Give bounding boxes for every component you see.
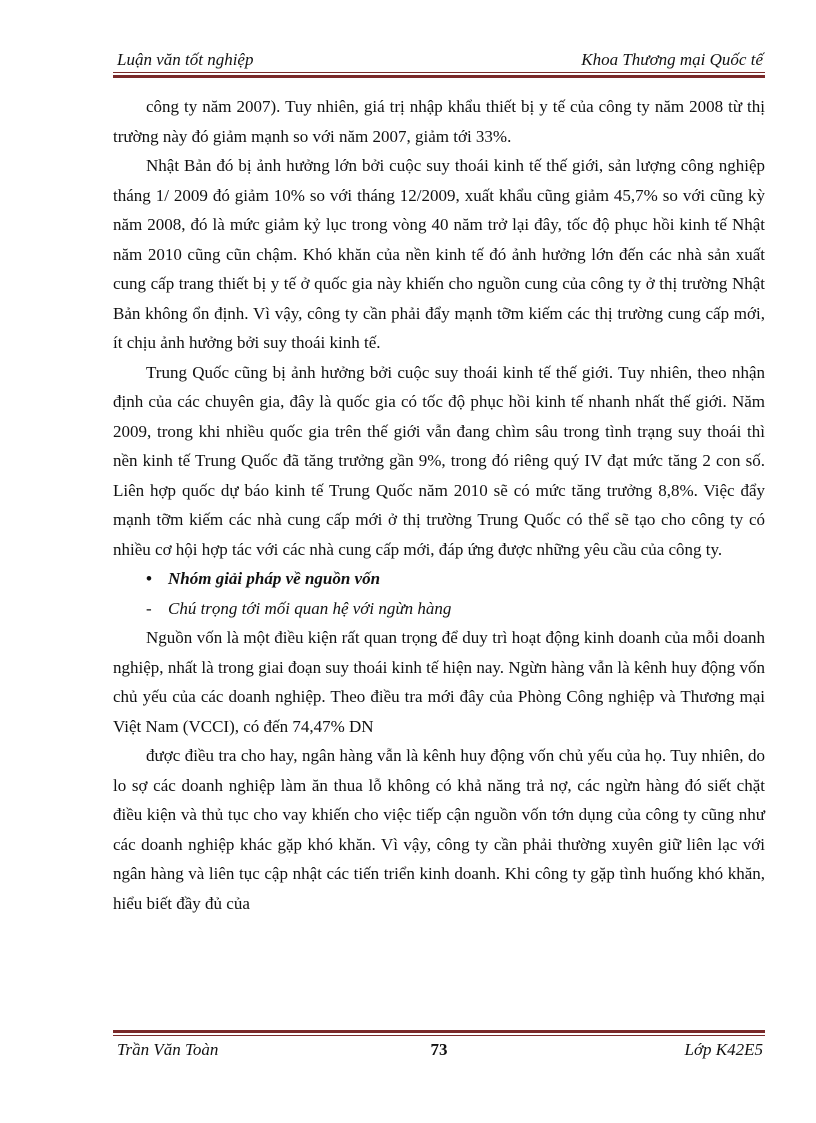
document-body — [113, 92, 765, 918]
paragraph: Nhật Bản đó bị ảnh hưởng lớn bởi cuộc suy thoái kinh tế thế giới, sản lượng công nghiệp tháng 1/ 2009 đó giảm 10% so với tháng 12/2009, xuất khẩu cũng giảm 45,7% so với cũng kỳ năm 2008, đó là mức giảm kỷ lục trong vòng 40 năm trở lại đây, tốc độ phục hồi kinh tế Nhật năm 2010 cũng cũn chậm. Khó khăn của nền kinh tế đó ảnh hưởng lớn đến các nhà sản xuất cung cấp trang thiết bị y tế ở quốc gia này khiến cho nguồn cung của công ty ở thị trường Nhật Bản không ổn định. Vì vậy, công ty cần phải đẩy mạnh tỡm kiếm các thị trường cung cấp mới, ít chịu ảnh hưởng bởi suy thoái kinh tế. — [113, 156, 765, 352]
footer-rule-thin — [113, 1035, 765, 1036]
header-rule-thick — [113, 75, 765, 78]
page-number: 73 — [430, 1040, 448, 1059]
paragraph: Nguồn vốn là một điều kiện rất quan trọng để duy trì hoạt động kinh doanh của mỗi doanh nghiệp, nhất là trong giai đoạn suy thoái kinh tế hiện nay. Ngừn hàng vẫn là kênh huy động vốn chủ yếu của các doanh nghiệp. Theo điều tra mới đây của Phòng Công nghiệp và Thương mại Việt Nam (VCCI), có đến 74,47% DN — [113, 628, 765, 736]
section-heading: Nhóm giải pháp về nguồn vốn — [168, 569, 381, 588]
section-bullet — [113, 564, 765, 594]
paragraph: công ty năm 2007). Tuy nhiên, giá trị nhập khẩu thiết bị y tế của công ty năm 2008 từ thị trường này đó giảm mạnh so với năm 2007, giảm tới 33%. — [113, 97, 765, 146]
page-footer — [113, 1040, 765, 1064]
footer-class: Lớp K42E5 — [684, 1040, 763, 1059]
header-thesis-label: Luận văn tốt nghiệp — [117, 50, 254, 69]
bullet-icon: • — [146, 569, 152, 588]
page-header — [113, 46, 765, 74]
dash-icon: - — [146, 598, 152, 618]
paragraph: được điều tra cho hay, ngân hàng vẫn là kênh huy động vốn chủ yếu của họ. Tuy nhiên, do lo sợ các doanh nghiệp làm ăn thua lỗ không có khả năng trả nợ, các ngừn hàng đó siết chặt điều kiện và thủ tục cho vay khiến cho việc tiếp cận nguồn vốn tớn dụng của công ty cũng như các doanh nghiệp khác gặp khó khăn. Vì vậy, công ty cần phải thường xuyên giữ liên lạc với ngân hàng và liên tục cập nhật các tiến triển kinh doanh. Khi công ty gặp tình huống khó khăn, hiểu biết đầy đủ của — [113, 746, 765, 913]
paragraph: Trung Quốc cũng bị ảnh hưởng bởi cuộc suy thoái kinh tế thế giới. Tuy nhiên, theo nhận định của các chuyên gia, đây là quốc gia có tốc độ phục hồi kinh tế nhanh nhất thế giới. Năm 2009, trong khi nhiều quốc gia trên thế giới vẫn đang chìm sâu trong tình trạng suy thoái thì nền kinh tế Trung Quốc đã tăng trưởng gần 9%, trong đó riêng quý IV đạt mức tăng 2 con số. Liên hợp quốc dự báo kinh tế Trung Quốc năm 2010 sẽ có mức tăng trưởng 8,8%. Việc đẩy mạnh tỡm kiếm các nhà cung cấp mới ở thị trường Trung Quốc có thể sẽ tạo cho công ty có nhiều cơ hội hợp tác với các nhà cung cấp mới, đáp ứng được những yêu cầu của công ty. — [113, 362, 765, 559]
header-faculty-label: Khoa Thương mại Quốc tế — [581, 50, 763, 69]
header-rule-thin — [113, 72, 765, 73]
footer-rule-thick — [113, 1030, 765, 1033]
subsection-item — [113, 594, 765, 624]
footer-author: Trần Văn Toàn — [117, 1040, 219, 1059]
subsection-heading: Chú trọng tới mối quan hệ với ngừn hàng — [168, 598, 452, 618]
